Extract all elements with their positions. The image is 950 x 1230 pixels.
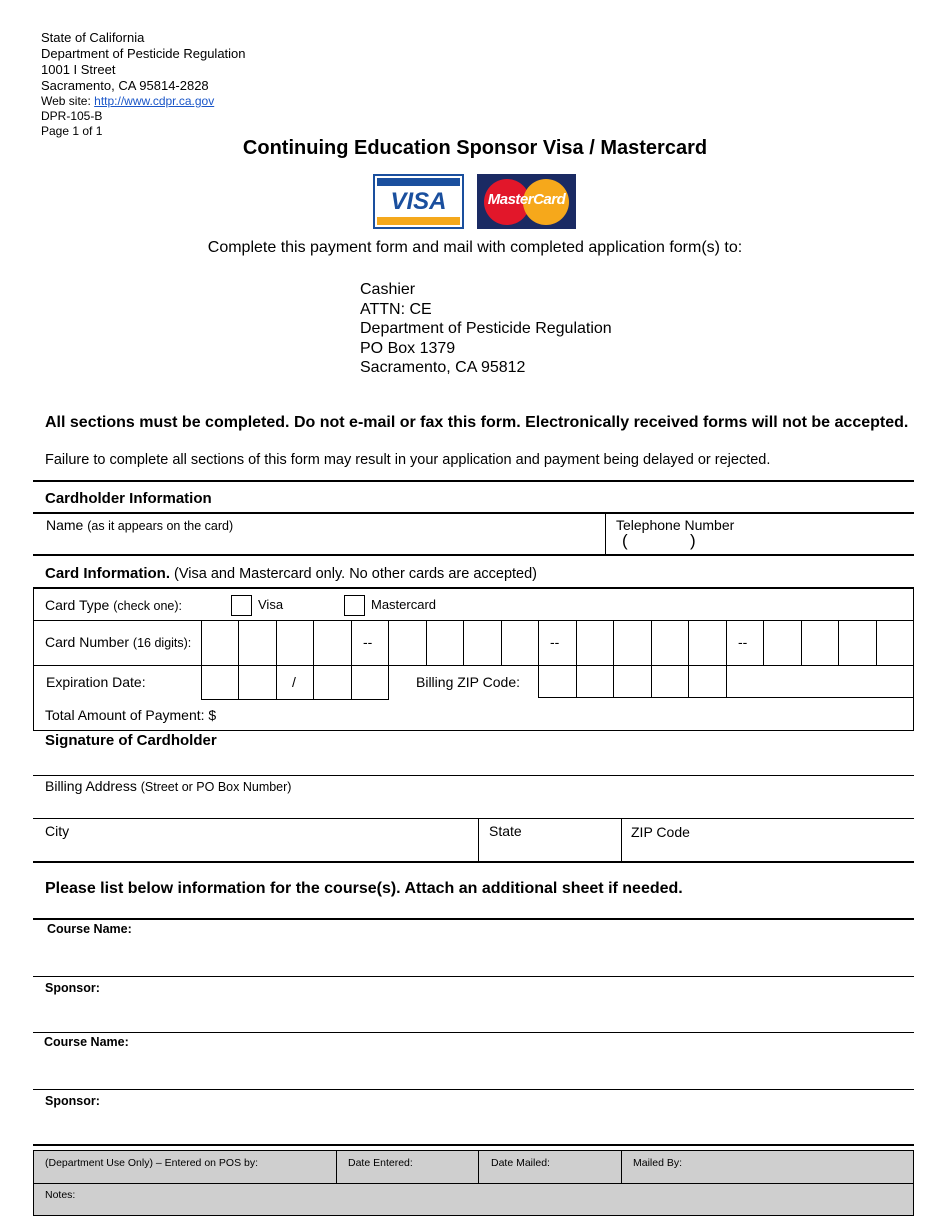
divider xyxy=(336,1151,337,1183)
mail-line-3: Department of Pesticide Regulation xyxy=(360,320,612,338)
digit-cell-divider xyxy=(801,620,802,665)
divider xyxy=(621,818,622,862)
divider xyxy=(33,861,914,863)
signature-section-title: Signature of Cardholder xyxy=(45,732,217,749)
mail-line-5: Sacramento, CA 95812 xyxy=(360,359,526,377)
digit-cell-divider xyxy=(276,620,277,665)
course-name-2-label[interactable]: Course Name: xyxy=(44,1035,129,1049)
divider xyxy=(33,976,914,977)
divider xyxy=(33,665,914,666)
billing-address-note: (Street or PO Box Number) xyxy=(140,780,292,794)
divider xyxy=(33,620,914,621)
phone-paren-open: ( xyxy=(622,531,628,550)
name-note: (as it appears on the card) xyxy=(87,519,234,533)
digit-cell-divider xyxy=(613,620,614,665)
cardholder-section-title: Cardholder Information xyxy=(45,490,212,507)
exp-cell-divider xyxy=(313,665,314,699)
digit-cell-divider xyxy=(501,620,502,665)
divider xyxy=(621,1151,622,1183)
exp-cells-bottom xyxy=(201,699,389,700)
digit-cell-divider xyxy=(726,620,727,665)
digit-cell-divider xyxy=(238,620,239,665)
phone-paren-close: ) xyxy=(690,531,696,550)
visa-logo xyxy=(373,174,464,229)
telephone-label[interactable]: Telephone Number xyxy=(616,517,735,533)
dept-entered-label: (Department Use Only) – Entered on POS by: xyxy=(45,1157,259,1169)
billing-zip-label: Billing ZIP Code: xyxy=(416,674,521,690)
visa-checkbox[interactable] xyxy=(231,595,252,616)
digit-cell-divider xyxy=(351,620,352,665)
card-number-note: (16 digits): xyxy=(132,636,192,650)
digit-cell-divider xyxy=(388,620,389,665)
digit-cell-divider xyxy=(576,620,577,665)
dept-date-entered-label: Date Entered: xyxy=(348,1157,413,1169)
sponsor-2-label[interactable]: Sponsor: xyxy=(45,1094,100,1108)
card-number-dash: -- xyxy=(550,634,560,650)
exp-cell-divider xyxy=(276,665,277,699)
card-number-label-text: Card Number xyxy=(45,634,130,650)
exp-cell-divider xyxy=(351,665,352,699)
total-payment-label[interactable]: Total Amount of Payment: $ xyxy=(45,707,217,723)
divider xyxy=(33,818,914,819)
divider xyxy=(33,554,914,556)
mastercard-logo xyxy=(477,174,576,229)
digit-cell-divider xyxy=(313,620,314,665)
card-info-heading xyxy=(45,565,537,582)
warning-subtext: Failure to complete all sections of this form may result in your application and payment being delayed or rejected. xyxy=(45,452,771,468)
digit-cell-divider xyxy=(426,620,427,665)
mailing-address xyxy=(360,280,612,378)
zip-cell-divider xyxy=(613,665,614,697)
divider xyxy=(478,1151,479,1183)
divider xyxy=(605,513,606,555)
zip-cell-divider xyxy=(538,665,539,697)
divider xyxy=(33,1089,914,1090)
zip-cell-divider xyxy=(688,665,689,697)
header-street: 1001 I Street xyxy=(41,62,116,77)
mail-line-2: ATTN: CE xyxy=(360,300,432,318)
form-number: DPR-105-B xyxy=(41,109,103,123)
visa-logo-text: VISA xyxy=(390,188,447,215)
card-number-dash: -- xyxy=(363,634,373,650)
header-state: State of California xyxy=(41,30,145,45)
dept-mailed-by-label: Mailed By: xyxy=(633,1157,683,1169)
billing-address-label: Billing Address xyxy=(45,778,137,794)
digit-cell-divider xyxy=(876,620,877,665)
sponsor-1-label[interactable]: Sponsor: xyxy=(45,981,100,995)
zip-cell-divider xyxy=(576,665,577,697)
mailing-instruction: Complete this payment form and mail with completed application form(s) to: xyxy=(207,239,743,256)
page-number: Page 1 of 1 xyxy=(41,124,103,138)
mail-line-1: Cashier xyxy=(360,281,416,298)
name-label: Name xyxy=(46,517,84,533)
department-use-box xyxy=(33,1150,914,1216)
zip-cell-divider xyxy=(651,665,652,697)
zip-cell-divider xyxy=(726,665,727,697)
zip-code-label[interactable]: ZIP Code xyxy=(631,824,690,840)
header-city: Sacramento, CA 95814-2828 xyxy=(41,78,209,93)
digit-cell-divider xyxy=(538,620,539,665)
card-number-dash: -- xyxy=(738,634,748,650)
visa-option-label: Visa xyxy=(258,597,284,612)
divider xyxy=(33,1144,914,1146)
card-table-right-border xyxy=(913,588,914,730)
divider xyxy=(33,918,914,920)
mastercard-checkbox[interactable] xyxy=(344,595,365,616)
dept-notes-label: Notes: xyxy=(45,1189,76,1201)
mastercard-logo-text: MasterCard xyxy=(487,191,566,208)
divider xyxy=(33,587,914,589)
state-label[interactable]: State xyxy=(489,823,522,839)
divider xyxy=(478,818,479,862)
divider xyxy=(33,480,914,482)
exp-cell-divider xyxy=(388,665,389,699)
divider xyxy=(33,512,914,514)
divider xyxy=(33,1032,914,1033)
website-label: Web site: xyxy=(41,94,95,108)
dept-date-mailed-label: Date Mailed: xyxy=(491,1157,550,1169)
card-type-label xyxy=(45,597,182,613)
card-type-note: (check one): xyxy=(113,599,183,613)
name-field[interactable] xyxy=(46,517,233,533)
course-name-1-label[interactable]: Course Name: xyxy=(47,922,132,936)
exp-cell-divider xyxy=(238,665,239,699)
form-title: Continuing Education Sponsor Visa / Mastercard xyxy=(242,137,708,159)
zip-cells-bottom xyxy=(538,697,914,698)
agency-header xyxy=(41,30,246,139)
divider xyxy=(34,1183,913,1184)
exp-cell-divider xyxy=(201,665,202,699)
card-number-label xyxy=(45,634,191,650)
digit-cell-divider xyxy=(651,620,652,665)
billing-address-field[interactable] xyxy=(45,778,291,794)
card-section-title: Card Information. xyxy=(45,565,171,582)
header-department: Department of Pesticide Regulation xyxy=(41,46,246,61)
header-website xyxy=(41,94,246,109)
digit-cell-divider xyxy=(463,620,464,665)
card-type-label-text: Card Type xyxy=(45,597,110,613)
divider xyxy=(33,730,914,731)
expiration-label: Expiration Date: xyxy=(46,674,146,690)
signature-line xyxy=(33,775,914,776)
city-label[interactable]: City xyxy=(45,823,70,839)
mastercard-option-label: Mastercard xyxy=(371,597,437,612)
digit-cell-divider xyxy=(763,620,764,665)
divider xyxy=(201,620,202,665)
digit-cell-divider xyxy=(838,620,839,665)
card-table-left-border xyxy=(33,588,34,730)
card-section-note: (Visa and Mastercard only. No other cards are accepted) xyxy=(174,566,537,582)
mail-line-4: PO Box 1379 xyxy=(360,339,456,357)
courses-heading: Please list below information for the course(s). Attach an additional sheet if needed. xyxy=(45,880,683,897)
warning-notice: All sections must be completed. Do not e-mail or fax this form. Electronically received forms will not be accepted. xyxy=(45,414,909,431)
website-link[interactable]: http://www.cdpr.ca.gov xyxy=(94,94,215,108)
expiration-slash: / xyxy=(292,674,296,690)
digit-cell-divider xyxy=(688,620,689,665)
